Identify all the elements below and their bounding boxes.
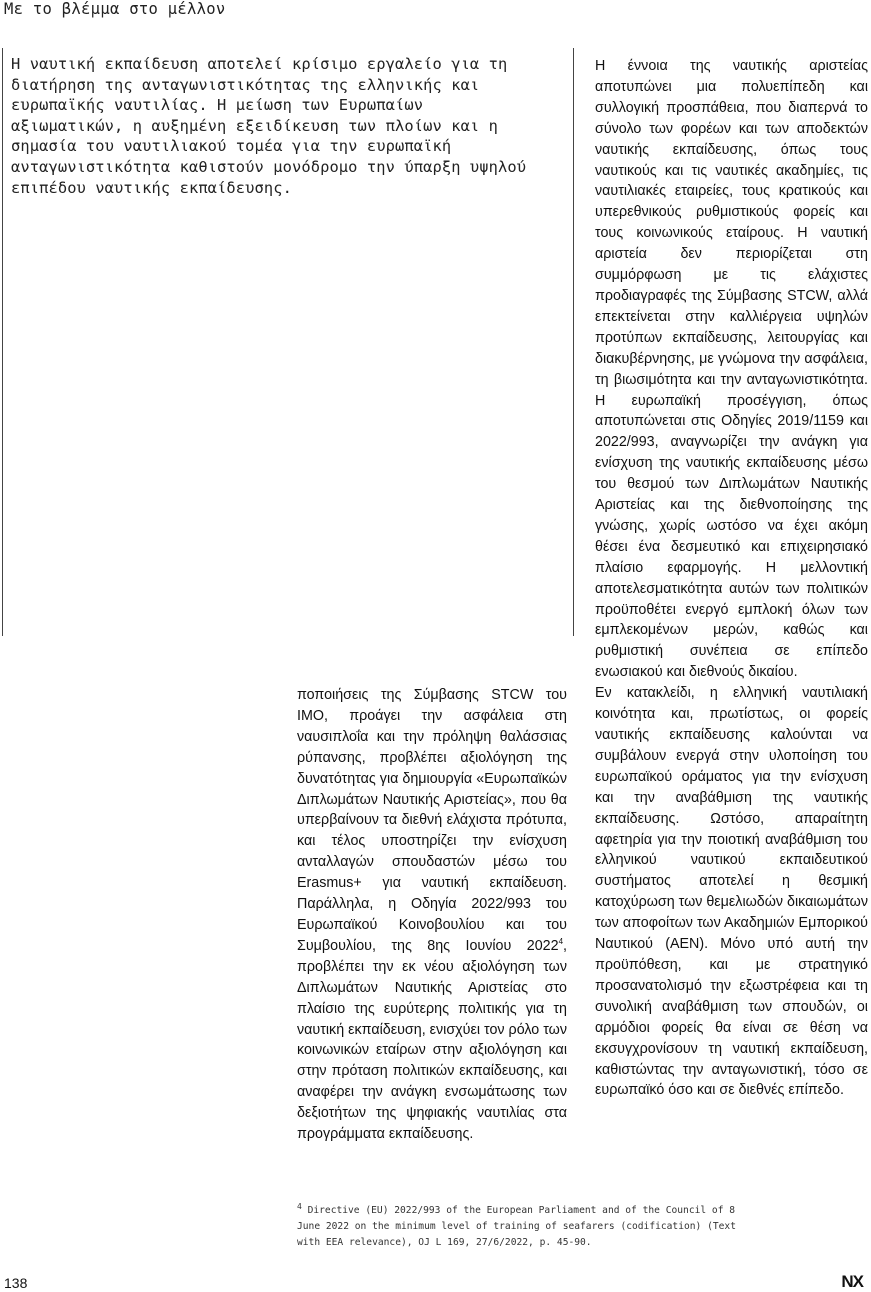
publisher-logo: NX [841,1272,863,1291]
right-paragraph-2: Εν κατακλείδι, η ελληνική ναυτιλιακή κοινότητα και, πρωτίστως, οι φορείς ναυτικής εκπαίδευσης καλούνται να συμβάλουν ενεργά στην υλοποίηση του ευρωπαϊκού οράματος για την ενίσχυση και την αναβάθμιση της ναυτικής εκπαίδευσης. Ωστόσο, απαραίτητη αφετηρία για την ποιοτική αναβάθμιση του ελληνικού ναυτικού εκπαιδευτικού συστήματος αποτελεί η θεσμική κατοχύρωση των θεμελιωδών δικαιωμάτων των αποφοίτων των Ακαδημιών Εμπορικού Ναυτικού (ΑΕΝ). Μόνο υπό αυτή την προϋπόθεση, και με στρατηγικό προσανατολισμό την εξωστρέφεια και τη συνολική αναβάθμιση των σπουδών, οι αρμόδιοι φορείς θα είναι σε θέση να εκσυγχρονίσουν τη ναυτική εκπαίδευση, καθιστώντας την ανταγωνιστική, τόσο σε ευρωπαϊκό όσο και σε διεθνές επίπεδο. [595,685,868,1099]
middle-text-after: , προβλέπει την εκ νέου αξιολόγηση των Διπλωμάτων Ναυτικής Αριστείας στο πλαίσιο της ευρύτερης πολιτικής για τη ναυτική εκπαίδευση, ενισχύει τον ρόλο των κοινωνικών εταίρων στην αξιολόγηση και στην πρόταση πολιτικών εκπαίδευσης, και αναφέρει την ανάγκη ενσωμάτωσης των δεξιοτήτων της ψηφιακής ναυτιλίας στα προγράμματα εκπαίδευσης. [297,937,567,1143]
middle-text-before: ποποιήσεις της Σύμβασης STCW του IMO, προάγει την ασφάλεια στη ναυσιπλοΐα και την πρόληψη θαλάσσιας ρύπανσης, προβλέπει αξιολόγηση της δυνατότητας για δημιουργία «Ευρωπαϊκών Διπλωμάτων Ναυτικής Αριστείας», που θα υπερβαίνουν τα διεθνή ελάχιστα πρότυπα, και τέλος υποστηρίζει την ενίσχυση ανταλλαγών σπουδαστών μέσω του Erasmus+ για ναυτική εκπαίδευση. Παράλληλα, η Οδηγία 2022/993 του Ευρωπαϊκού Κοινοβουλίου και του Συμβουλίου, της 8ης Ιουνίου 2022 [297,687,567,954]
middle-paragraph [297,685,567,1145]
right-column [573,48,868,1101]
footnote-number: 4 [297,1201,302,1211]
footnote [297,1203,737,1251]
right-paragraph-1: Η έννοια της ναυτικής αριστείας αποτυπώνει μια πολυεπίπεδη και συλλογική προσπάθεια, που διαπερνά το σύνολο των φορέων και των αποδεκτών ναυτικής εκπαίδευσης, όπως τους ναυτικούς και τις ναυτικές ακαδημίες, τις ναυτιλιακές εταιρείες, τους κρατικούς και υπερεθνικούς ρυθμιστικούς φορείς και τους κοινωνικούς εταίρους. Η ναυτική αριστεία δεν περιορίζεται στη συμμόρφωση με τις ελάχιστες προδιαγραφές της Σύμβασης STCW, αλλά επεκτείνεται στην καλλιέργεια υψηλών προτύπων εκπαίδευσης, λειτουργίας και διακυβέρνησης, με γνώμονα την ασφάλεια, τη βιωσιμότητα και την ανταγωνιστικότητα. Η ευρωπαϊκή προσέγγιση, όπως αποτυπώνεται στις Οδηγίες 2019/1159 και 2022/993, αναγνωρίζει την ανάγκη για ενίσχυση της ναυτικής εκπαίδευσης μέσω του θεσμού των Διπλωμάτων Ναυτικής Αριστείας και της διεθνοποίησης της γνώσης, χωρίς ωστόσο να έχει ακόμη θέσει ένα δεσμευτικό και επιχειρησιακό πλαίσιο εφαρμογής. Η μελλοντική αποτελεσματικότητα αυτών των πολιτικών προϋποθέτει ενεργό εμπλοκή όλων των εμπλεκομένων μερών, καθώς και ρυθμιστική συνέπεια σε επίπεδο ενωσιακού και διεθνούς δικαίου. [595,58,868,681]
footnote-text: Directive (EU) 2022/993 of the European Parliament and of the Council of 8 June 2022 on the minimum level of training of seafarers (codification) (Text with EEA relevance), OJ L 169, 27/6/2022, p. 45-90. [297,1205,736,1248]
pull-quote [2,48,571,636]
page-number: 138 [4,1275,28,1291]
middle-column [297,685,567,1145]
footnote-reference: 4 [558,937,564,947]
pull-quote-text: Η ναυτική εκπαίδευση αποτελεί κρίσιμο εργαλείο για τη διατήρηση της ανταγωνιστικότητας της ελληνικής και ευρωπαϊκής ναυτιλίας. Η μείωση των Ευρωπαίων αξιωματικών, η αυξημένη εξειδίκευση των πλοίων και η σημασία του ναυτιλιακού τομέα για την ευρωπαϊκή ανταγωνιστικότητα καθιστούν μονόδρομο την ύπαρξη υψηλού επιπέδου ναυτικής εκπαίδευσης. [11,55,527,197]
running-header: Με το βλέμμα στο μέλλον [4,0,226,18]
